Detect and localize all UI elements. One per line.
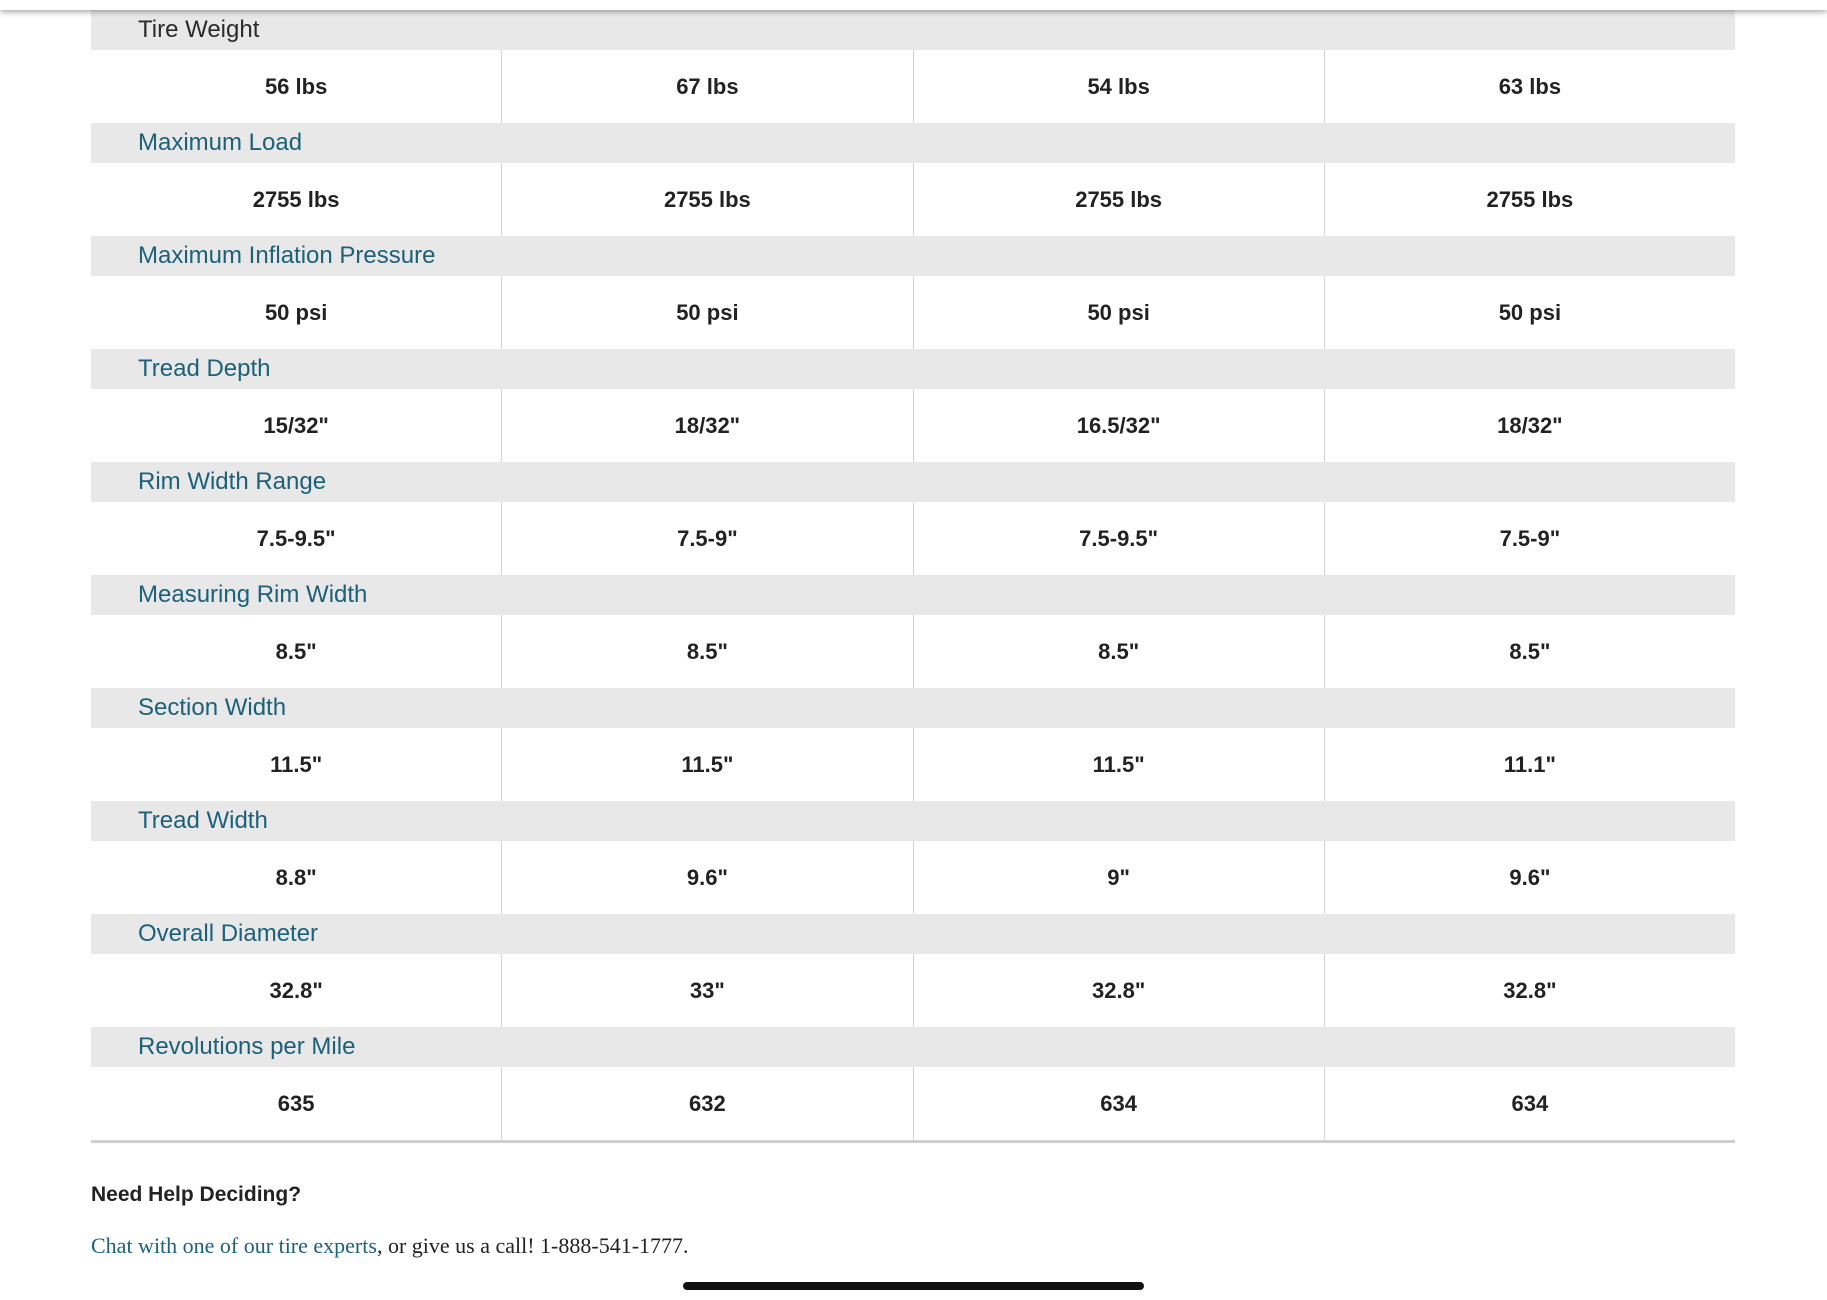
spec-group-revolutions-per-mile	[91, 1027, 1735, 1140]
spec-label: Overall Diameter	[91, 914, 1735, 954]
spec-value: 8.5"	[91, 615, 502, 688]
spec-value: 54 lbs	[914, 50, 1325, 123]
spec-value: 56 lbs	[91, 50, 502, 123]
spec-value: 50 psi	[502, 276, 913, 349]
spec-values-row	[91, 502, 1735, 575]
spec-value: 11.1"	[1503, 751, 1556, 777]
spec-group-tire-weight	[91, 10, 1735, 123]
chat-expert-link[interactable]: Chat with one of our tire experts	[91, 1233, 377, 1258]
home-indicator-bar[interactable]	[683, 1282, 1144, 1290]
spec-value: 8.5"	[914, 615, 1325, 688]
help-call-text: , or give us a call! 1-888-541-1777.	[376, 1233, 689, 1258]
spec-value: 2755 lbs	[91, 163, 502, 236]
spec-label: Section Width	[91, 688, 1735, 728]
spec-group-tread-width	[91, 801, 1735, 914]
spec-value: 9"	[914, 841, 1325, 914]
spec-value: 635	[91, 1067, 502, 1140]
spec-label: Rim Width Range	[91, 462, 1735, 502]
spec-group-section-width	[91, 688, 1735, 801]
spec-value: 50 psi	[91, 276, 502, 349]
spec-value: 32.8"	[1503, 977, 1557, 1003]
spec-value: 634	[914, 1067, 1325, 1140]
spec-values-row	[91, 389, 1735, 462]
spec-group-overall-diameter	[91, 914, 1735, 1027]
spec-values-row	[91, 50, 1735, 123]
spec-value: 2755 lbs	[1486, 186, 1574, 212]
spec-value: 7.5-9.5"	[914, 502, 1325, 575]
spec-value: 8.5"	[1509, 638, 1551, 664]
spec-value: 632	[502, 1067, 913, 1140]
spec-value: 50 psi	[1498, 299, 1562, 325]
spec-label: Measuring Rim Width	[91, 575, 1735, 615]
spec-values-row	[91, 1067, 1735, 1140]
spec-values-row	[91, 276, 1735, 349]
spec-label: Maximum Load	[91, 123, 1735, 163]
spec-value: 50 psi	[914, 276, 1325, 349]
top-bar-shadow	[0, 0, 1827, 10]
spec-group-measuring-rim-width	[91, 575, 1735, 688]
spec-value: 67 lbs	[502, 50, 913, 123]
spec-group-tread-depth	[91, 349, 1735, 462]
spec-value: 7.5-9.5"	[91, 502, 502, 575]
spec-value: 8.8"	[91, 841, 502, 914]
spec-group-maximum-load	[91, 123, 1735, 236]
spec-value: 11.5"	[502, 728, 913, 801]
spec-value: 32.8"	[91, 954, 502, 1027]
spec-value: 2755 lbs	[914, 163, 1325, 236]
spec-group-maximum-inflation-pressure	[91, 236, 1735, 349]
spec-label: Maximum Inflation Pressure	[91, 236, 1735, 276]
spec-value: 9.6"	[1509, 864, 1551, 890]
spec-value: 16.5/32"	[914, 389, 1325, 462]
spec-values-row	[91, 728, 1735, 801]
spec-value: 7.5-9"	[502, 502, 913, 575]
spec-value: 11.5"	[91, 728, 502, 801]
spec-label: Tire Weight	[91, 10, 1735, 50]
spec-value: 634	[1511, 1090, 1549, 1116]
spec-values-row	[91, 954, 1735, 1027]
spec-value: 9.6"	[502, 841, 913, 914]
spec-values-row	[91, 163, 1735, 236]
spec-value: 63 lbs	[1498, 73, 1562, 99]
spec-label: Tread Width	[91, 801, 1735, 841]
spec-value: 15/32"	[91, 389, 502, 462]
spec-value: 18/32"	[1497, 412, 1563, 438]
spec-value: 2755 lbs	[502, 163, 913, 236]
spec-values-row	[91, 841, 1735, 914]
spec-comparison-table	[91, 10, 1735, 1143]
spec-label: Tread Depth	[91, 349, 1735, 389]
spec-value: 11.5"	[914, 728, 1325, 801]
help-text	[91, 1233, 689, 1259]
spec-values-row	[91, 615, 1735, 688]
spec-value: 18/32"	[502, 389, 913, 462]
spec-group-rim-width-range	[91, 462, 1735, 575]
spec-label: Revolutions per Mile	[91, 1027, 1735, 1067]
spec-value: 32.8"	[914, 954, 1325, 1027]
help-heading: Need Help Deciding?	[91, 1183, 302, 1206]
spec-value: 7.5-9"	[1499, 525, 1561, 551]
spec-value: 8.5"	[502, 615, 913, 688]
table-bottom-border	[91, 1140, 1735, 1143]
spec-value: 33"	[502, 954, 913, 1027]
